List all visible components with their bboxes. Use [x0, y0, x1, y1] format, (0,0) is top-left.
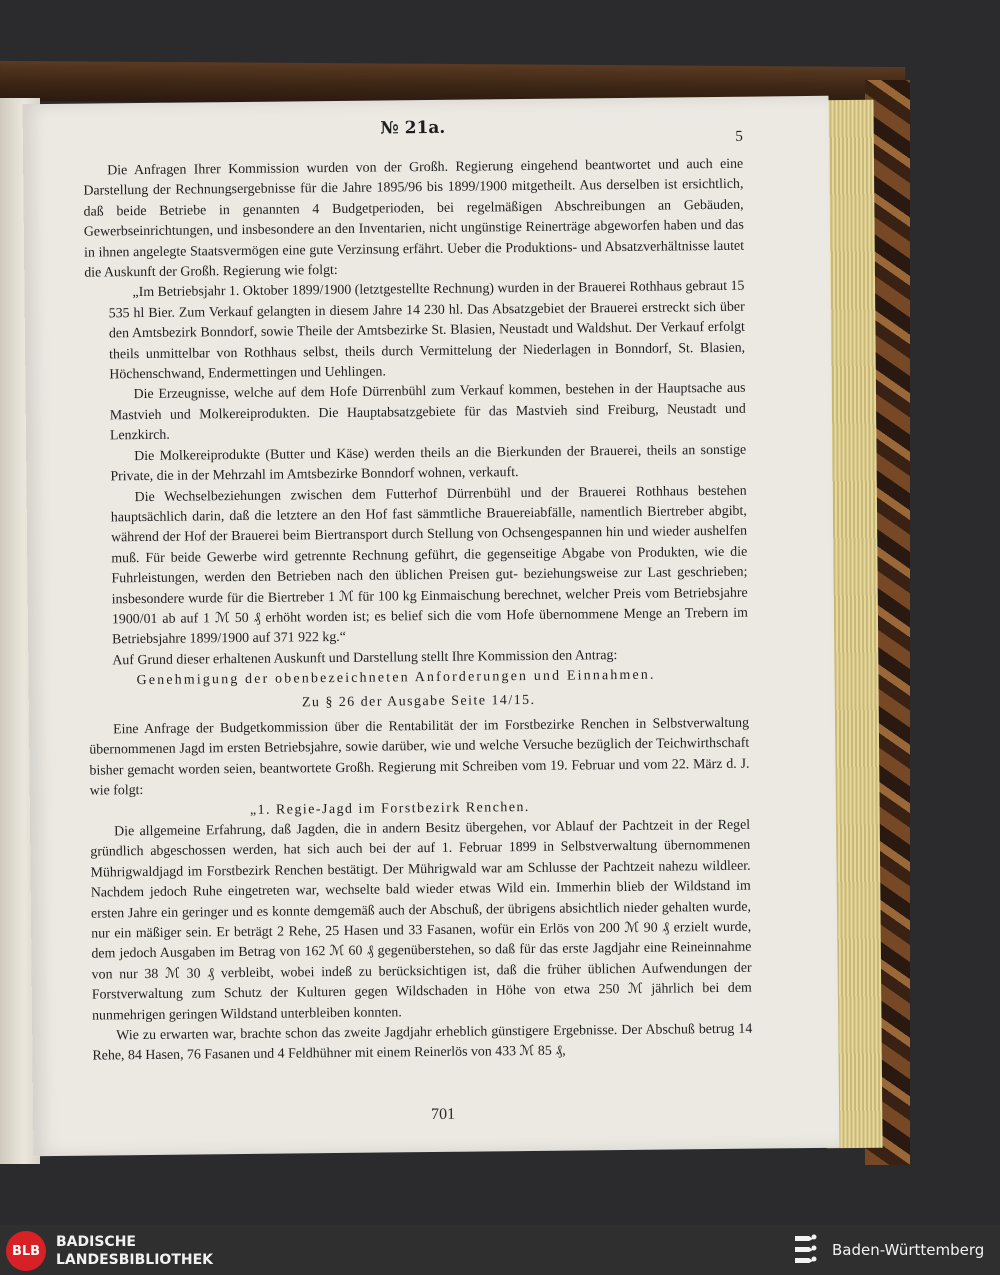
blb-logo[interactable]: BLB — [6, 1231, 46, 1271]
library-name-line1: BADISCHE — [56, 1234, 136, 1250]
paragraph: Die allgemeine Erfahrung, daß Jagden, die in andern Besitz übergehen, vor Ablauf der Pachtzeit in der Regel gründlich abgeschossen werden, hat sich auch bei der auf 1. Februar 1899 in Selbstverwaltung übernommenen Mührigwaldjagd im Forstbezirk Renchen bestätigt. Der Mührigwald war am Schlusse der Pachtzeit nahezu wildleer. Nachdem jedoch Ruhe eingetreten war, wechselte bald wieder etwas Wild ein. Immerhin blieb der Wildstand im ersten Jahre ein geringer und es konnte demgemäß auch der Abschuß, der übrigens absichtlich nieder gehalten wurde, nur ein mäßiger sein. Er beträgt 2 Rehe, 25 Hasen und 33 Fasanen, wofür ein Erlös von 200 ℳ 90 ₰ erzielt wurde, dem jedoch Ausgaben im Betrag von 162 ℳ 60 ₰ gegenüberstehen, so daß für das erste Jagdjahr eine Reineinnahme von nur 38 ℳ 30 ₰ verbleibt, wobei indeß zu berücksichtigen ist, daß die früher üblichen Aufwendungen der Forstverwaltung zum Schutz der Kulturen gegen Wildschaden in Höhe von etwa 250 ℳ jährlich bei dem nunmehrigen geringen Wildstand unterbleiben konnten. — [90, 817, 752, 1024]
paragraph: Auf Grund dieser erhaltenen Auskunft und Darstellung stellt Ihre Kommission den Antrag: — [112, 647, 618, 669]
page-body — [83, 155, 752, 1068]
page-footer-number: 701 — [431, 1105, 456, 1124]
library-name-line2: LANDESBIBLIOTHEK — [56, 1252, 214, 1268]
issue-number: № 21a. — [380, 117, 446, 139]
section-heading: Zu § 26 der Ausgabe Seite 14/15. — [301, 692, 536, 710]
quoted-paragraph: „Im Betriebsjahr 1. Oktober 1899/1900 (letztgestellte Rechnung) wurden in der Brauerei Rothhaus gebraut 15 535 hl Bier. Zum Verkauf gelangten in diesem Jahre 14 230 hl. Das Absatzgebiet der Brauerei erstreckt sich über den Amtsbezirk Bonndorf, sowie Theile der Amtsbezirke St. Blasien, Neustadt und Waldshut. Der Verkauf erfolgt theils unmittelbar von Rothhaus selbst, theils durch Vermittelung der Niederlagen in Bonndorf, St. Blasien, Höchenschwand, Endermettingen und Uehlingen. — [108, 279, 746, 383]
page-top-number: 5 — [735, 128, 743, 145]
paragraph: Eine Anfrage der Budgetkommission über die Rentabilität der im Forstbezirke Renchen in Selbstverwaltung übernommenen Jagd im ersten Betriebsjahre, sowie darüber, wie und welche Versuche bezüglich der Teichwirthschaft bisher gemacht worden seien, beantwortete Großh. Regierung mit Schreiben vom 19. Februar und vom 22. März d. J. wie folgt: — [89, 715, 750, 799]
quoted-paragraph: Die Wechselbeziehungen zwischen dem Futterhof Dürrenbühl und der Brauerei Rothhaus bestehen hauptsächlich darin, daß die letztere an den Hof fast sämmtliche Brauereiabfälle, namentlich Biertreber abgibt, während der Hof der Brauerei beim Biertransport durch Stellung von Ochsengespannen hin und wieder aushelfen muß. Für beide Gewerbe wird getrennte Rechnung geführt, die gegenseitige Abgabe von Produkten, wie die Fuhrleistungen, werden den Betrieben nach den üblichen Preisen gut- beziehungsweise zur Last geschrieben; insbesondere wurde für die Biertreber 1 ℳ für 100 kg Einmaischung berechnet, welcher Preis vom Betriebsjahre 1900/01 ab auf 1 ℳ 50 ₰ erhöht worden ist; es belief sich die vom Hofe übernommene Menge an Trebern im Betriebsjahre 1899/1900 auf 371 922 kg.“ — [110, 483, 748, 648]
baden-wuerttemberg-lions-icon — [792, 1232, 820, 1268]
quoted-paragraph: Die Erzeugnisse, welche auf dem Hofe Dürrenbühl zum Verkauf kommen, bestehen in der Hauptsache aus Mastvieh und Molkereiprodukten. Die Hauptabsatzgebiete für das Mastvieh sind Freiburg, Neustadt und Lenzkirch. — [109, 381, 746, 444]
paragraph: Wie zu erwarten war, brachte schon das zweite Jagdjahr erheblich günstigere Ergebnisse. Der Abschuß betrug 14 Rehe, 84 Hasen, 76 Fasanen und 4 Feldhühner mit einem Reinerlös von 433 ℳ 85 ₰, — [92, 1021, 753, 1065]
motion-text: Genehmigung der obenbezeichneten Anforderungen und Einnahmen. — [136, 667, 656, 689]
state-name[interactable]: Baden-Württemberg — [832, 1241, 985, 1259]
paragraph: Die Anfragen Ihrer Kommission wurden von der Großh. Regierung eingehend beantwortet und auch eine Darstellung der Rechnungsergebnisse für die Jahre 1895/96 bis 1899/1900 mitgetheilt. Aus derselben ist ersichtlich, daß beide Betriebe in genannten 4 Budgetperioden, bei regelmäßigen Abschreibungen an Gebäuden, Gewerbseinrichtungen, und insbesondere an den Inventarien, nicht ungünstige Reinerträge abgeworfen haben und das in ihnen angelegte Staatsvermögen eine gute Verzinsung erfährt. Ueber die Produktions- und Absatzverhältnisse lautet die Auskunft der Großh. Regierung wie folgt: — [83, 156, 745, 281]
quoted-paragraph: Die Molkereiprodukte (Butter und Käse) werden theils an die Bierkunden der Brauerei, theils an sonstige Private, die in der Mehrzahl im Amtsbezirke Bonndorf wohnen, verkauft. — [110, 442, 747, 485]
library-name[interactable] — [56, 1233, 213, 1269]
subsection-heading: „1. Regie-Jagd im Forstbezirk Renchen. — [249, 799, 530, 818]
document-page — [23, 96, 840, 1156]
